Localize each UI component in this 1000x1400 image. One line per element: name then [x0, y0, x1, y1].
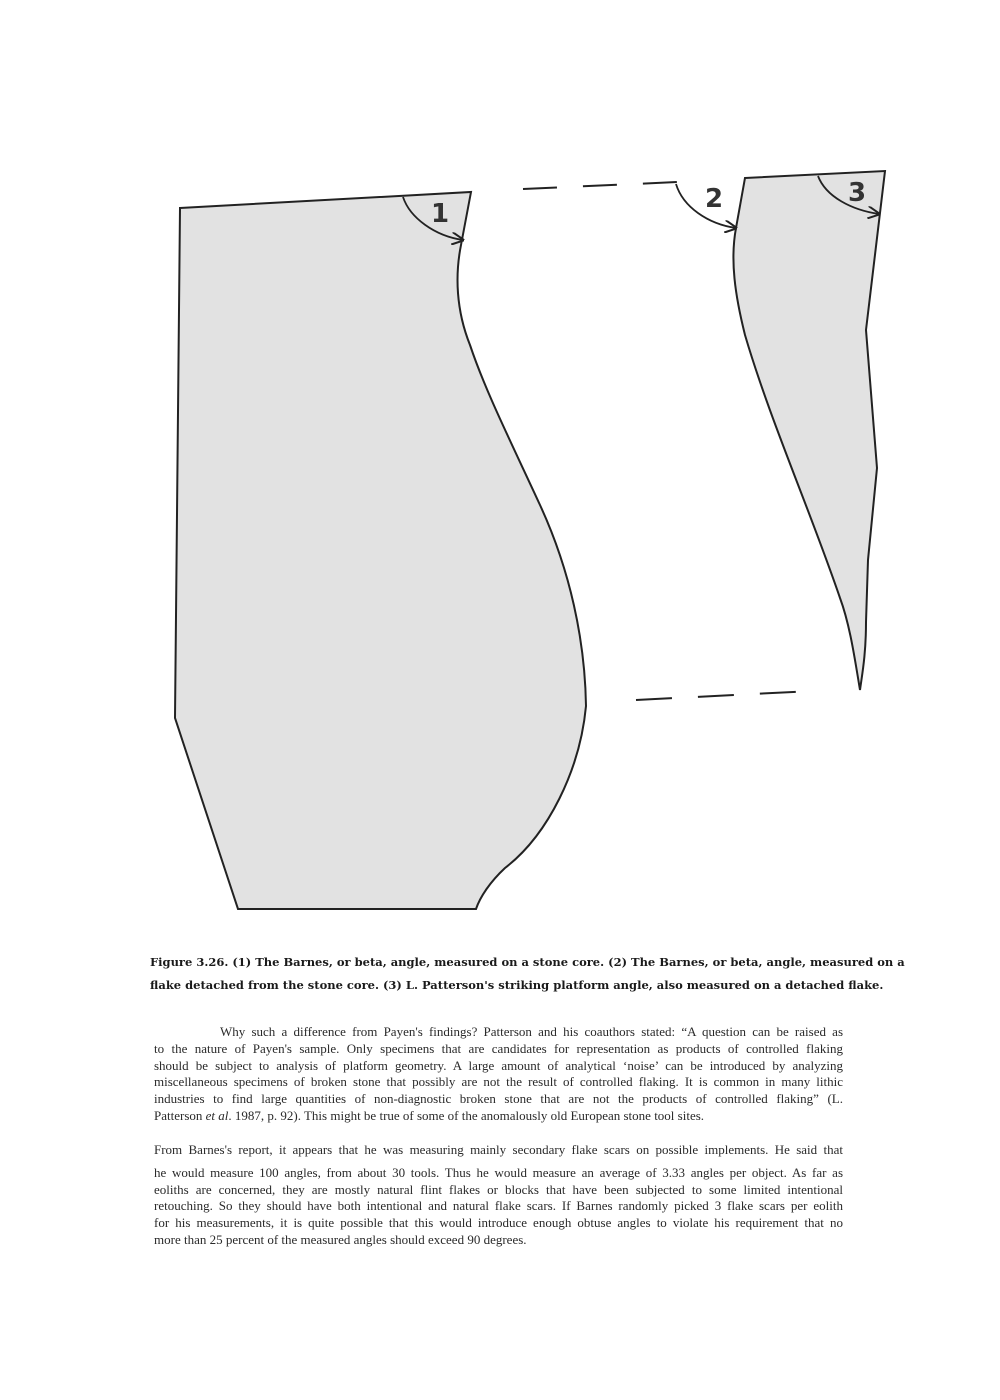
paragraph-line: eoliths are concerned, they are mostly natural flint flakes or blocks that have been subjected to some limited intentional — [154, 1181, 843, 1197]
paragraph-2 — [154, 1142, 843, 1249]
paragraph-line: miscellaneous specimens of broken stone that possibly are not the result of controlled flaking. It is common in many lithic — [154, 1074, 843, 1090]
paragraph-line: to the nature of Payen's sample. Only specimens that are candidates for representation as products of controlled flaking — [154, 1040, 843, 1056]
italic-et-al: et al — [205, 1107, 229, 1123]
stone-core-shape — [175, 192, 586, 909]
paragraph-1 — [154, 1024, 843, 1125]
figure-3-26 — [170, 160, 900, 912]
dashed-guide-bottom — [636, 691, 812, 700]
paragraph-line: for his measurements, it is quite possible that this would introduce enough obtuse angles to violate his requirement that no — [154, 1215, 843, 1231]
paragraph-line: he would measure 100 angles, from about 30 tools. Thus he would measure an average of 3.33 angles per object. As far as — [154, 1164, 843, 1180]
paragraph-line: From Barnes's report, it appears that he was measuring mainly secondary flake scars on possible implements. He said that — [154, 1142, 843, 1157]
paragraph-line: Why such a difference from Payen's findings? Patterson and his coauthors stated: “A question can be raised as — [220, 1024, 843, 1039]
text-fragment: Patterson — [154, 1107, 206, 1123]
paragraph-line-last: more than 25 percent of the measured angles should exceed 90 degrees. — [154, 1231, 527, 1247]
angle-label-2: 2 — [705, 184, 724, 214]
paragraph-line-last — [154, 1108, 843, 1125]
dashed-guide-top — [523, 181, 700, 189]
caption-line-1: Figure 3.26. (1) The Barnes, or beta, angle, measured on a stone core. (2) The Barnes, or beta, angle, measured on a — [150, 955, 905, 969]
caption-line-2: flake detached from the stone core. (3) L. Patterson's striking platform angle, also measured on a detached flake. — [150, 978, 884, 992]
angle-label-1: 1 — [431, 199, 450, 229]
figure-caption — [150, 951, 905, 997]
paragraph-line: should be subject to analysis of platform geometry. A large amount of analytical ‘noise’ can be introduced by analyzing — [154, 1057, 843, 1073]
angle-label-3: 3 — [848, 178, 867, 208]
paragraph-line: retouching. So they should have both intentional and natural flake scars. If Barnes randomly picked 3 flake scars per eolith — [154, 1198, 843, 1214]
text-fragment: . 1987, p. 92). This might be true of some of the anomalously old European stone tool sites. — [228, 1107, 705, 1123]
paragraph-line: industries to find large quantities of non-diagnostic broken stone that are not the products of controlled flaking” (L. — [154, 1091, 843, 1107]
detached-flake-shape — [733, 171, 885, 690]
